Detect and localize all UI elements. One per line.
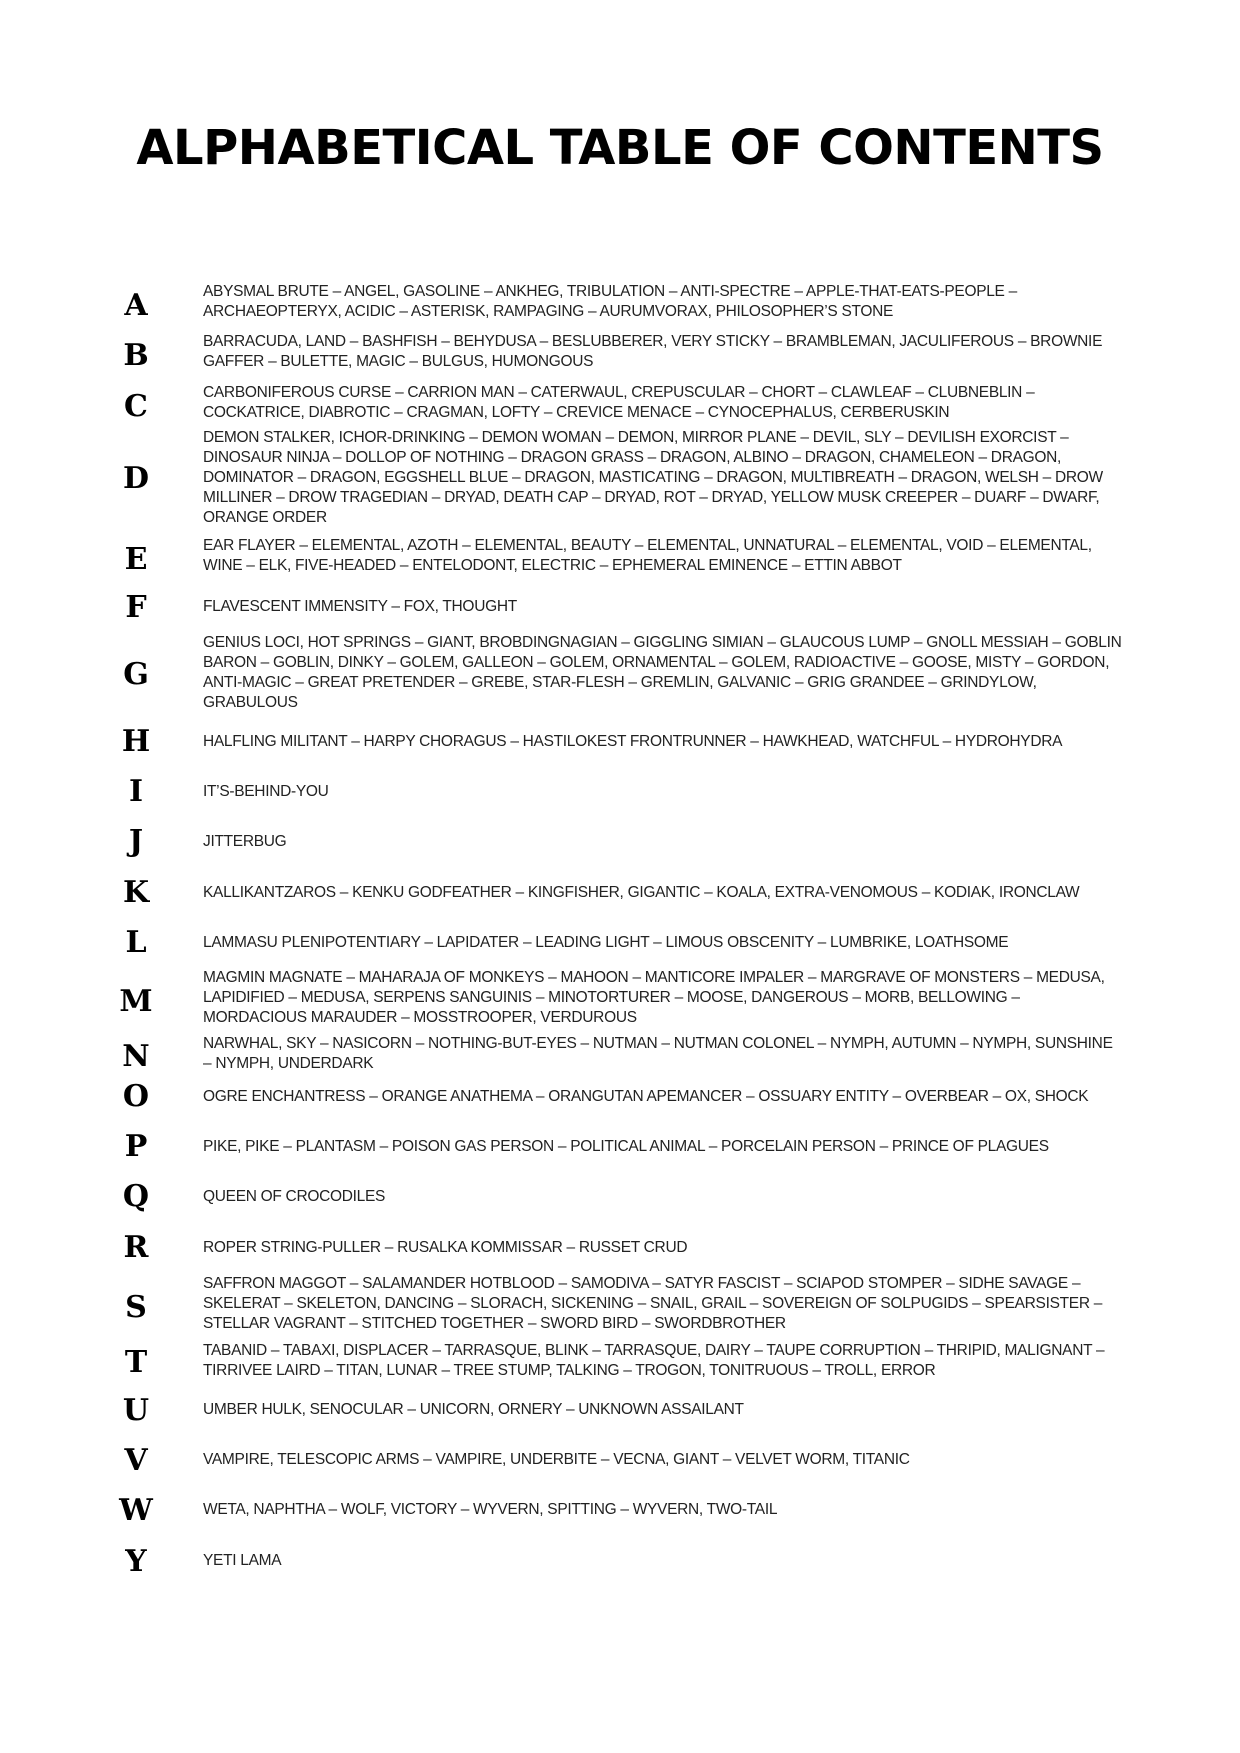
- section-entries: NARWHAL, SKY – NASICORN – NOTHING-BUT-EYES – NUTMAN – NUTMAN COLONEL – NYMPH, AUTUMN – NYMPH, SUNSHINE – NYMPH, UNDERDARK: [203, 1035, 1113, 1072]
- section-entries: OGRE ENCHANTRESS – ORANGE ANATHEMA – ORANGUTAN APEMANCER – OSSUARY ENTITY – OVERBEAR – OX, SHOCK: [203, 1088, 1089, 1105]
- section-entries: LAMMASU PLENIPOTENTIARY – LAPIDATER – LEADING LIGHT – LIMOUS OBSCENITY – LUMBRIKE, LOATHSOME: [203, 934, 1009, 951]
- section-letter: P: [124, 1129, 148, 1164]
- section-letter: W: [119, 1493, 153, 1528]
- section-letter: Q: [122, 1179, 150, 1214]
- section-entries: YETI LAMA: [203, 1552, 282, 1569]
- section-letter: N: [122, 1039, 150, 1074]
- section-letter: M: [119, 984, 153, 1019]
- section-entries: UMBER HULK, SENOCULAR – UNICORN, ORNERY – UNKNOWN ASSAILANT: [203, 1401, 744, 1418]
- section-entries: DEMON STALKER, ICHOR-DRINKING – DEMON WOMAN – DEMON, MIRROR PLANE – DEVIL, SLY – DEVILISH EXORCIST – DINOSAUR NINJA – DOLLOP OF NOTHING – DRAGON GRASS – DRAGON, ALBINO – DRAGON, CHAMELEON – DRAGON, DOMINATOR – DRAGON, EGGSHELL BLUE – DRAGON, MASTICATING – DRAGON, MULTIBREATH – DRAGON, WELSH – DROW MILLINER – DROW TRAGEDIAN – DRYAD, DEATH CAP – DRYAD, ROT – DRYAD, YELLOW MUSK CREEPER – DUARF – DWARF, ORANGE ORDER: [203, 429, 1103, 526]
- section-entries: BARRACUDA, LAND – BASHFISH – BEHYDUSA – BESLUBBERER, VERY STICKY – BRAMBLEMAN, JACULIFEROUS – BROWNIE GAFFER – BULETTE, MAGIC – BULGUS, HUMONGOUS: [203, 333, 1103, 370]
- section-letter: D: [122, 461, 149, 496]
- section-letter: J: [128, 824, 144, 859]
- section-entries: QUEEN OF CROCODILES: [203, 1188, 386, 1205]
- section-entries: TABANID – TABAXI, DISPLACER – TARRASQUE, BLINK – TARRASQUE, DAIRY – TAUPE CORRUPTION – THRIPID, MALIGNANT – TIRRIVEE LAIRD – TITAN, LUNAR – TREE STUMP, TALKING – TROGON, TONITRUOUS – TROLL, ERROR: [203, 1342, 1105, 1379]
- section-entries: PIKE, PIKE – PLANTASM – POISON GAS PERSON – POLITICAL ANIMAL – PORCELAIN PERSON – PRINCE OF PLAGUES: [203, 1138, 1049, 1155]
- section-letter: F: [125, 590, 147, 625]
- section-entries: WETA, NAPHTHA – WOLF, VICTORY – WYVERN, SPITTING – WYVERN, TWO-TAIL: [203, 1501, 778, 1518]
- section-entries: EAR FLAYER – ELEMENTAL, AZOTH – ELEMENTAL, BEAUTY – ELEMENTAL, UNNATURAL – ELEMENTAL, VOID – ELEMENTAL, WINE – ELK, FIVE-HEADED – ENTELODONT, ELECTRIC – EPHEMERAL EMINENCE – ETTIN ABBOT: [203, 537, 1092, 574]
- section-letter: A: [124, 288, 148, 323]
- section-letter: R: [123, 1230, 149, 1265]
- section-letter: O: [122, 1079, 150, 1114]
- section-entries: JITTERBUG: [203, 833, 287, 850]
- section-entries: VAMPIRE, TELESCOPIC ARMS – VAMPIRE, UNDERBITE – VECNA, GIANT – VELVET WORM, TITANIC: [203, 1451, 910, 1468]
- section-entries: MAGMIN MAGNATE – MAHARAJA OF MONKEYS – MAHOON – MANTICORE IMPALER – MARGRAVE OF MONSTERS – MEDUSA, LAPIDIFIED – MEDUSA, SERPENS SANGUINIS – MINOTORTURER – MOOSE, DANGEROUS – MORB, BELLOWING – MORDACIOUS MARAUDER – MOSSTROOPER, VERDUROUS: [203, 969, 1105, 1026]
- section-entries: FLAVESCENT IMMENSITY – FOX, THOUGHT: [203, 598, 517, 615]
- section-entries: KALLIKANTZAROS – KENKU GODFEATHER – KINGFISHER, GIGANTIC – KOALA, EXTRA-VENOMOUS – KODIAK, IRONCLAW: [203, 884, 1080, 901]
- section-letter: L: [125, 925, 147, 960]
- section-letter: U: [122, 1393, 150, 1428]
- section-letter: B: [123, 338, 149, 373]
- section-entries: GENIUS LOCI, HOT SPRINGS – GIANT, BROBDINGNAGIAN – GIGGLING SIMIAN – GLAUCOUS LUMP – GNOLL MESSIAH – GOBLIN BARON – GOBLIN, DINKY – GOLEM, GALLEON – GOLEM, ORNAMENTAL – GOLEM, RADIOACTIVE – GOOSE, MISTY – GORDON, ANTI-MAGIC – GREAT PRETENDER – GREBE, STAR-FLESH – GREMLIN, GALVANIC – GRIG GRANDEE – GRINDYLOW, GRABULOUS: [203, 634, 1122, 711]
- section-letter: G: [123, 657, 149, 692]
- section-letter: E: [124, 542, 148, 577]
- section-entries: CARBONIFEROUS CURSE – CARRION MAN – CATERWAUL, CREPUSCULAR – CHORT – CLAWLEAF – CLUBNEBLIN – COCKATRICE, DIABROTIC – CRAGMAN, LOFTY – CREVICE MENACE – CYNOCEPHALUS, CERBERUSKIN: [203, 384, 1035, 421]
- section-letter: C: [124, 389, 148, 424]
- section-entries: HALFLING MILITANT – HARPY CHORAGUS – HASTILOKEST FRONTRUNNER – HAWKHEAD, WATCHFUL – HYDROHYDRA: [203, 733, 1063, 750]
- section-letter: I: [128, 774, 144, 809]
- page-title: ALPHABETICAL TABLE OF CONTENTS: [136, 120, 1104, 176]
- section-letter: S: [125, 1290, 147, 1325]
- section-entries: SAFFRON MAGGOT – SALAMANDER HOTBLOOD – SAMODIVA – SATYR FASCIST – SCIAPOD STOMPER – SIDHE SAVAGE – SKELERAT – SKELETON, DANCING – SLORACH, SICKENING – SNAIL, GRAIL – SOVEREIGN OF SOLPUGIDS – SPEARSISTER – STELLAR VAGRANT – STITCHED TOGETHER – SWORD BIRD – SWORDBROTHER: [203, 1275, 1103, 1332]
- section-letter: Y: [125, 1544, 147, 1579]
- section-entries: IT’S-BEHIND-YOU: [203, 783, 329, 800]
- section-letter: K: [122, 875, 150, 910]
- section-letter: H: [121, 724, 151, 759]
- section-letter: V: [124, 1443, 148, 1478]
- section-entries: ABYSMAL BRUTE – ANGEL, GASOLINE – ANKHEG, TRIBULATION – ANTI-SPECTRE – APPLE-THAT-EATS-PEOPLE – ARCHAEOPTERYX, ACIDIC – ASTERISK, RAMPAGING – AURUMVORAX, PHILOSOPHER’S STONE: [203, 283, 1017, 320]
- section-letter: T: [124, 1345, 148, 1380]
- section-entries: ROPER STRING-PULLER – RUSALKA KOMMISSAR – RUSSET CRUD: [203, 1239, 688, 1256]
